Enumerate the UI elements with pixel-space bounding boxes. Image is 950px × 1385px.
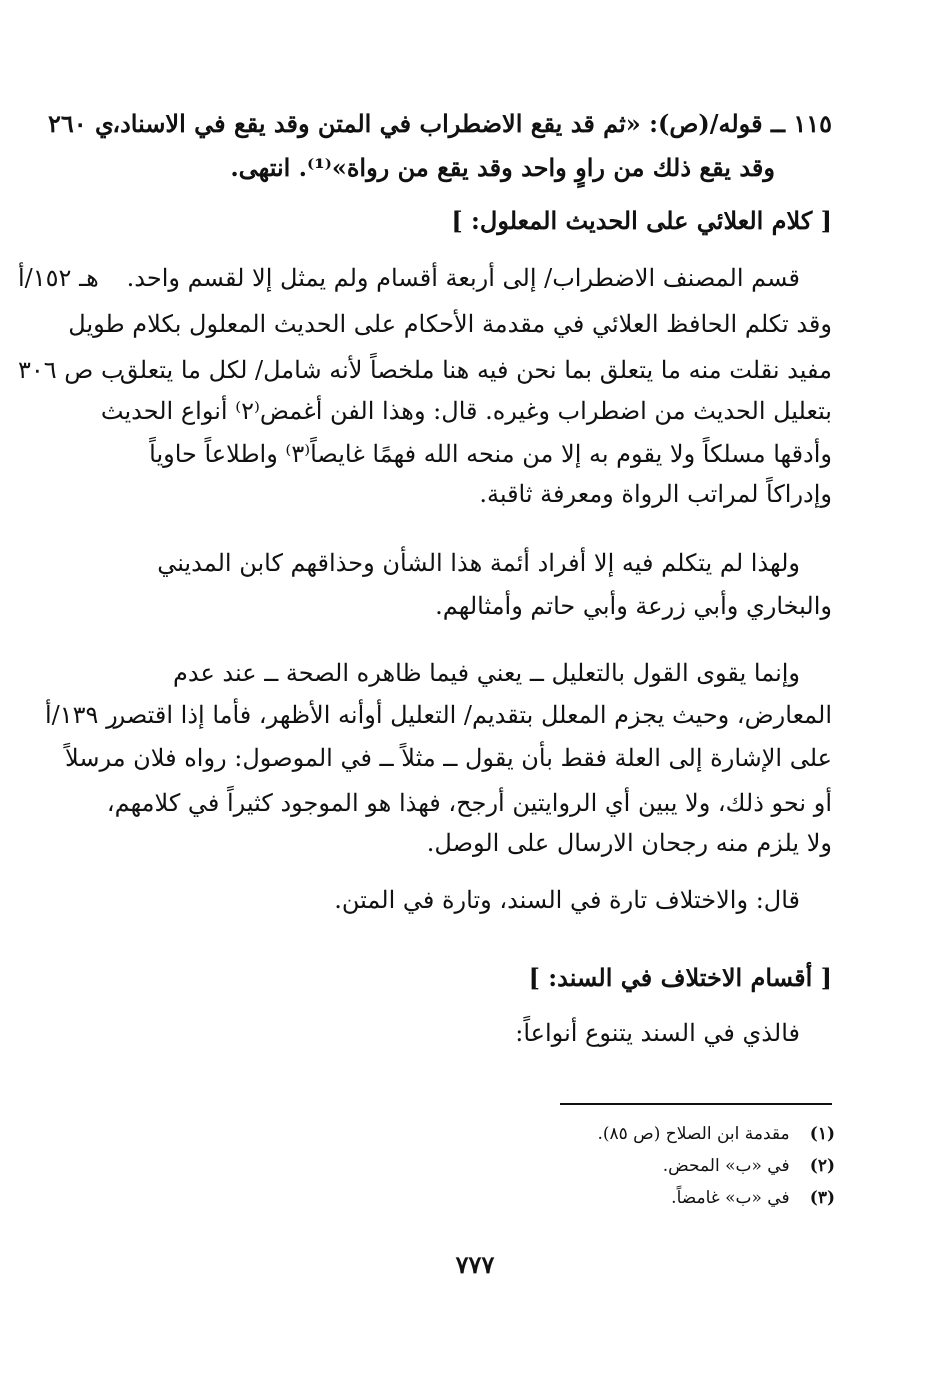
- para3-line-5: ولا يلزم منه رجحان الارسال على الوصل.: [426, 829, 832, 857]
- para5-line: فالذي في السند يتنوع أنواعاً:: [515, 1019, 800, 1047]
- section-heading-sanad: [ أقسام الاختلاف في السند: ]: [528, 963, 832, 992]
- para3-line-1: وإنما يقوى القول بالتعليل ــ يعني فيما ظاهره الصحة ــ عند عدم: [173, 659, 800, 687]
- footnote-2-number: (٢): [809, 1156, 835, 1176]
- para1-line-4: بتعليل الحديث من اضطراب وغيره. قال: وهذا الفن أغمض⁽٢⁾ أنواع الحديث: [100, 397, 832, 425]
- entry-line-1: ١١٥ ــ قوله/(ص): «ثم قد يقع الاضطراب في المتن وقد يقع في الاسناد،: [112, 109, 832, 138]
- para2-line-2: والبخاري وأبي زرعة وأبي حاتم وأمثالهم.: [435, 592, 832, 620]
- para2-line-1: ولهذا لم يتكلم فيه إلا أفراد أئمة هذا الشأن وحذاقهم كابن المديني: [157, 549, 800, 577]
- page-number: ٧٧٧: [455, 1250, 495, 1279]
- para3-line-3: على الإشارة إلى العلة فقط بأن يقول ــ مثلاً ــ في الموصول: رواه فلان مرسلاً: [65, 744, 832, 772]
- footnote-2: [663, 1152, 835, 1180]
- footnote-3: [671, 1184, 835, 1212]
- para3-line-2: المعارض، وحيث يجزم المعلل بتقديم/ التعليل أوأنه الأظهر، فأما إذا اقتصر: [113, 701, 832, 729]
- footnote-3-number: (٣): [809, 1188, 835, 1208]
- para3-line-4: أو نحو ذلك، ولا يبين أي الروايتين أرجح، فهذا هو الموجود كثيراً في كلامهم،: [106, 789, 832, 817]
- para1-line-5: وأدقها مسلكاً ولا يقوم به إلا من منحه الله فهمًا غايصاً⁽٣⁾ واطلاعاً حاوياً: [149, 440, 832, 468]
- footnote-3-text: في «ب» غامضاً.: [671, 1188, 790, 1208]
- para1-line-3: مفيد نقلت منه ما يتعلق بما نحن فيه هنا ملخصاً لأنه شامل/ لكل ما يتعلق: [119, 356, 832, 384]
- para1-line-2: وقد تكلم الحافظ العلائي في مقدمة الأحكام على الحديث المعلول بكلام طويل: [68, 310, 832, 338]
- para1-line-6: وإدراكاً لمراتب الرواة ومعرفة ثاقبة.: [479, 480, 832, 508]
- margin-ref-h152a: هـ ١٥٢/أ: [18, 264, 99, 292]
- margin-ref-y260: ي ٢٦٠: [48, 109, 114, 138]
- margin-ref-b306: ب ص ٣٠٦: [18, 356, 124, 384]
- para1-line-1: قسم المصنف الاضطراب/ إلى أربعة أقسام ولم يمثل إلا لقسم واحد.: [126, 264, 800, 292]
- footnote-1-number: (١): [809, 1124, 835, 1144]
- footnote-separator: [560, 1103, 832, 1105]
- footnote-2-text: في «ب» المحض.: [662, 1156, 790, 1176]
- para4-line: قال: والاختلاف تارة في السند، وتارة في المتن.: [334, 886, 800, 914]
- entry-line-2: وقد يقع ذلك من راوٍ واحد وقد يقع من رواة»⁽¹⁾. انتهى.: [230, 153, 775, 182]
- margin-ref-r139a: ر ١٣٩/أ: [45, 701, 118, 729]
- footnote-1-text: مقدمة ابن الصلاح (ص ٨٥).: [597, 1124, 790, 1144]
- footnote-1: [597, 1120, 835, 1148]
- section-heading-alalai: [ كلام العلائي على الحديث المعلول: ]: [451, 206, 832, 235]
